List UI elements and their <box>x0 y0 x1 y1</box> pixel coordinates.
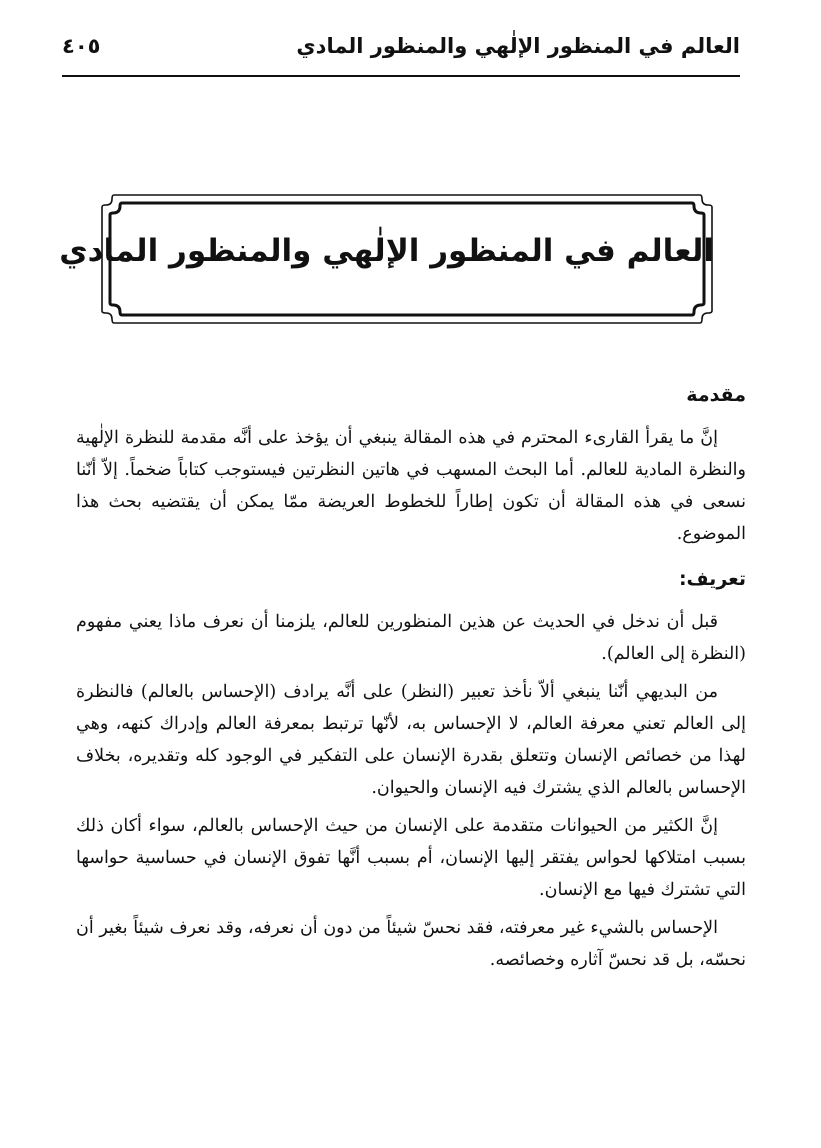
running-title: العالم في المنظور الإلٰهي والمنظور المادي <box>296 34 740 58</box>
chapter-title: العالم في المنظور الإلٰهي والمنظور المادي <box>59 233 714 269</box>
paragraph: إنَّ ما يقرأ القارىء المحترم في هذه المقالة ينبغي أن يؤخذ على أنَّه مقدمة للنظرة الإلٰهية والنظرة المادية للعالم. أما البحث المسهب في هاتين النظرتين فيستوجب كتاباً ضخماً. إلاّ أنّنا نسعى في هذه المقالة أن تكون إطاراً للخطوط العريضة ممّا يمكن أن يقتضيه بحث هذا الموضوع. <box>76 428 746 544</box>
section-heading-definition: تعريف: <box>678 568 746 590</box>
page-number: ٤٠٥ <box>62 34 101 58</box>
paragraph: إنَّ الكثير من الحيوانات متقدمة على الإنسان من حيث الإحساس بالعالم، سواء أكان ذلك بسبب امتلاكها لحواس يفتقر إليها الإنسان، أم بسبب أنَّها تفوق الإنسان في حساسية حواسها التي تشترك فيها مع الإنسان. <box>76 816 746 900</box>
paragraph: الإحساس بالشيء غير معرفته، فقد نحسّ شيئاً من دون أن نعرفه، وقد نعرف شيئاً بغير أن نحسّه، بل قد نحسّ آثاره وخصائصه. <box>76 918 746 970</box>
title-frame <box>59 193 714 325</box>
paragraph: من البديهي أنّنا ينبغي ألاّ نأخذ تعبير (النظر) على أنَّه يرادف (الإحساس بالعالم) فالنظرة إلى العالم تعني معرفة العالم، لا الإحساس به، لأنّها ترتبط بمعرفة العالم وإدراك كنهه، وهي لهذا من خصائص الإنسان وتتعلق بقدرة الإنسان على التفكير في الوجود كله وتقديره، بخلاف الإحساس بالعالم الذي يشترك فيه الإنسان والحيوان. <box>76 682 746 798</box>
body-text <box>76 380 746 982</box>
paragraph: قبل أن ندخل في الحديث عن هذين المنظورين للعالم، يلزمنا أن نعرف ماذا يعني مفهوم (النظرة إلى العالم). <box>76 612 746 664</box>
header-rule <box>62 75 740 77</box>
running-header <box>62 26 740 70</box>
section-heading-intro: مقدمة <box>686 384 746 406</box>
